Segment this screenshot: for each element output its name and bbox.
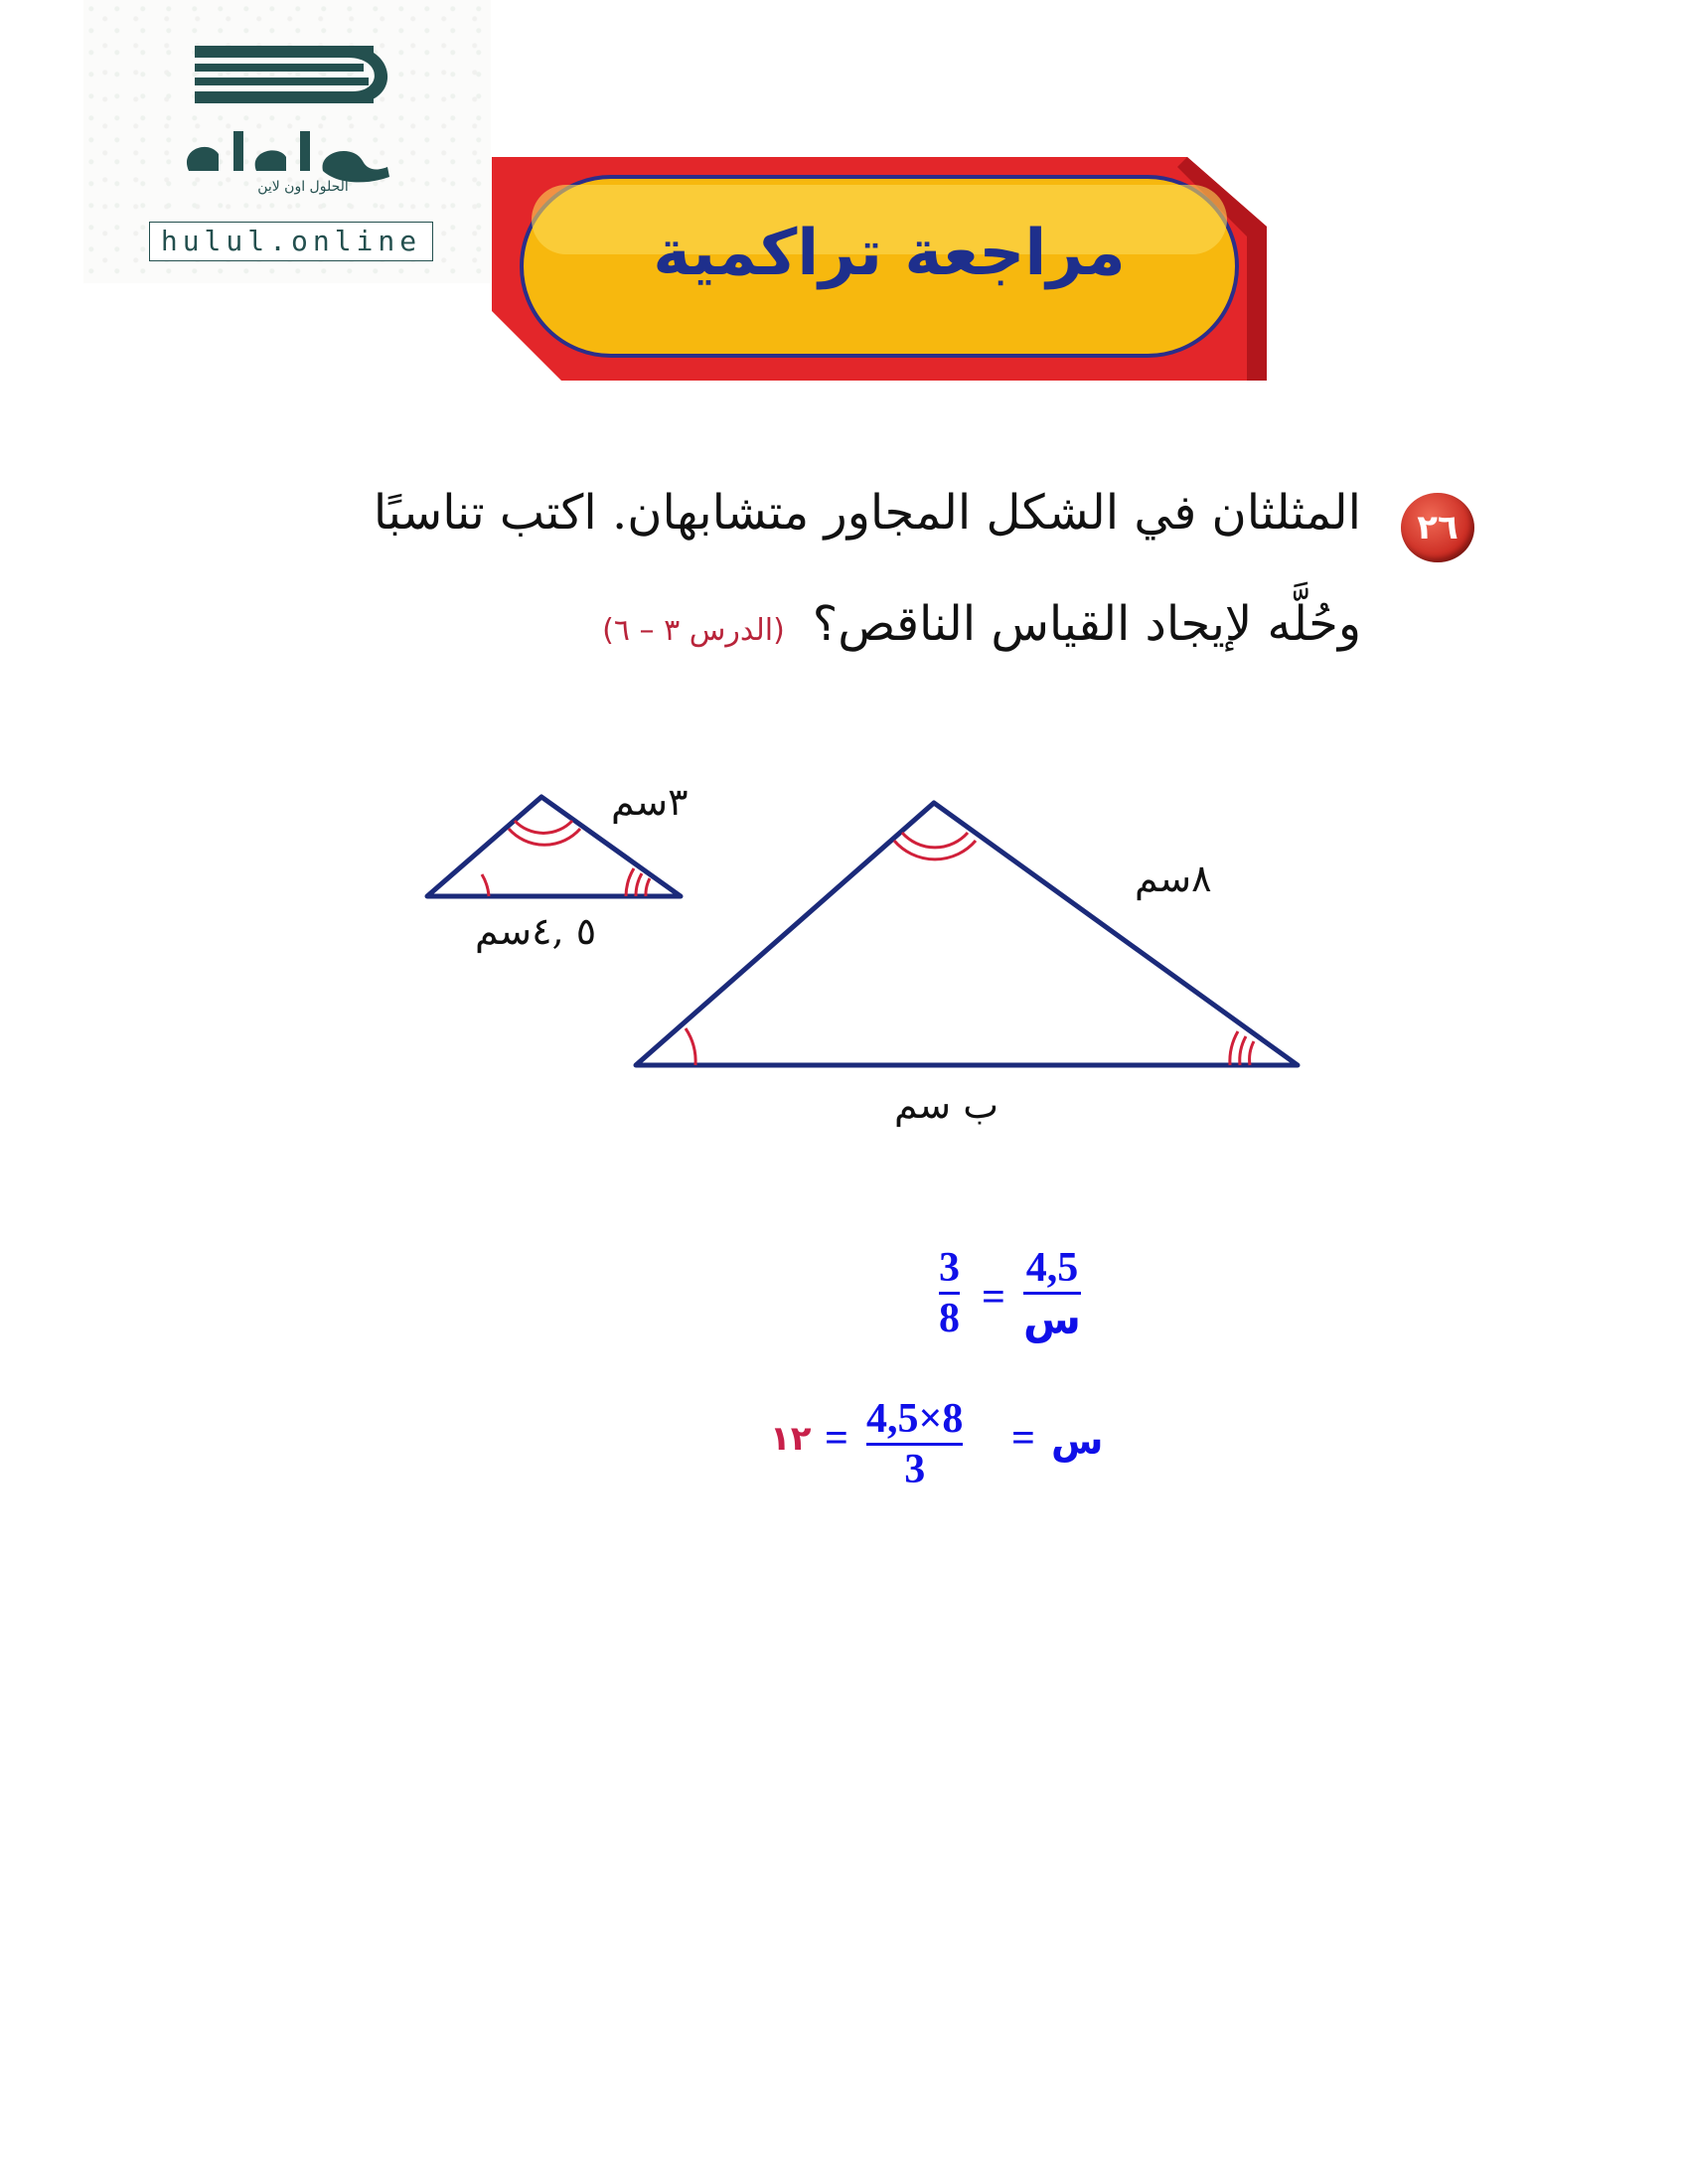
eq2-equals-sign-1: =	[1011, 1416, 1035, 1462]
eq2-fraction	[866, 1395, 963, 1493]
large-triangle-base-label: ب سم	[894, 1083, 998, 1127]
logo-icon	[179, 40, 407, 189]
question-text-line2	[602, 596, 1361, 652]
lesson-reference: (الدرس ٣ – ٦)	[602, 613, 785, 648]
question-text-line1: المثلثان في الشكل المجاور متشابهان. اكتب تناسبًا	[373, 485, 1361, 541]
eq1-left-fraction	[1023, 1244, 1081, 1343]
small-triangle-side-label: ٣سم	[611, 780, 689, 824]
eq1-right-denominator: 8	[939, 1296, 960, 1341]
banner-title: مراجعة تراكمية	[653, 217, 1126, 290]
question-text-line2-main: وحُلَّه لإيجاد القياس الناقص؟	[812, 596, 1361, 652]
similar-triangles-figure	[397, 775, 1341, 1143]
large-triangle-side-label: ٨سم	[1135, 857, 1212, 900]
logo-subtext: الحلول اون لاين	[257, 179, 349, 195]
eq2-denominator: 3	[904, 1447, 926, 1492]
eq1-right-numerator: 3	[939, 1245, 960, 1291]
eq1-left-numerator: 4,5	[1025, 1245, 1079, 1291]
large-triangle	[636, 803, 1298, 1065]
eq2-equals-sign-2: =	[825, 1416, 848, 1462]
eq1-left-denominator: س	[1023, 1295, 1081, 1343]
small-triangle-base-label: ٥ ,٤سم	[475, 909, 597, 953]
question-number-badge: ٢٦	[1401, 493, 1474, 562]
eq1-equals-sign: =	[982, 1275, 1005, 1321]
eq2-numerator: 4,5×8	[866, 1396, 964, 1442]
eq2-variable: س	[1051, 1419, 1104, 1463]
eq1-right-fraction	[939, 1244, 960, 1342]
eq2-result: ١٢	[770, 1419, 812, 1459]
logo-url[interactable]: hulul.online	[149, 222, 433, 261]
